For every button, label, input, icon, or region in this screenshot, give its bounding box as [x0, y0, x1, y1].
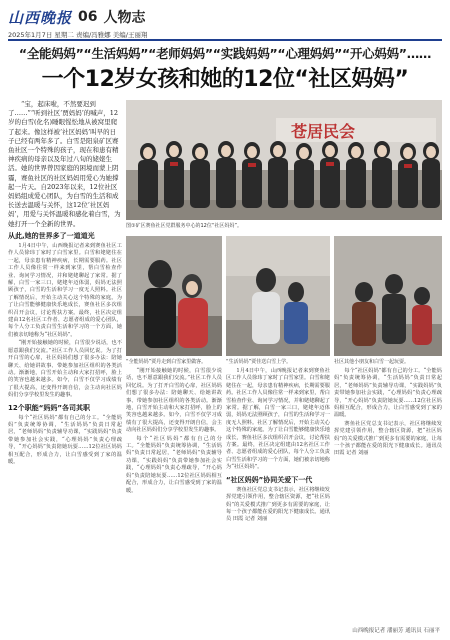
caption-school: “生活妈妈”贾佳送白雪上学。	[226, 359, 292, 365]
lead-paragraph	[8, 100, 122, 228]
column-1	[8, 228, 122, 630]
group-photo	[126, 100, 442, 220]
section-heading-2: 12个职能“妈妈”各司其职	[8, 403, 90, 412]
body-text-1: 1月4日中午，山西晚报记者来到赛鱼社区工作人员徐玮丁家时了白雪家里。白雪和姥姥住在一起，母亲患有精神疾病，长期需要服药。社区工作人员像往常一样来到家里，帮白雪检查作业、询问学习情况，并和姥姥聊起了家常。据了解，白雪一家三口，姥姥年迈体弱，妈妈无法照顾孩子，白雪的生活和学习一度无人照料。社区了解情况后，开始主动关心这个特殊的家庭。为了让白雪能够健康快乐地成长，赛鱼社区多次组织召开会议，讨论帮扶方案。最终，社区决定组建由12名社区工作者、志愿者组成的爱心团队，每个人分工负责白雪生活和学习的一个方面，她们被亲切地称为“社区妈妈”。	[8, 243, 122, 338]
subheadline: “全能妈妈”“生活妈妈”“老师妈妈”“实践妈妈”“心理妈妈”“开心妈妈”……	[18, 46, 432, 61]
body-text-3: 每个“社区妈妈”都有自己的分工。“全能妈妈”负责统筹协调，“生活妈妈”负责日常起居，“老师妈妈”负责辅导功课，“实践妈妈”负责带她参加社会实践，“心理妈妈”负责心理疏导，“开心妈妈”负责陪她玩耍……12位社区妈妈相互配合，形成合力，让白雪感受到了家的温暖。	[8, 414, 122, 465]
body-text-2: “刚开始接触她的时候，白雪很少说话，也不愿意跟我们交流。”社区工作人员回忆说。为了打开白雪的心扉，社区妈妈们想了很多办法：陪她聊天、给她讲故事、带她参加社区组织的各类活动。渐渐地，白雪开始主动和大家打招呼，脸上的笑容也越来越多。如今，白雪不仅学习成绩有了很大提高，还变得开朗自信，会主动向社区妈妈们分享学校里发生的趣事。	[8, 340, 122, 399]
caption-group-photo: 图①矿区赛鱼社区党群服务中心的12位“社区妈妈”。	[126, 223, 243, 229]
page-number: 06	[78, 9, 98, 25]
masthead	[8, 6, 442, 28]
photo-school-image	[226, 236, 330, 356]
photo-school	[226, 236, 330, 356]
newspaper-logo: 山西晚报	[8, 8, 73, 27]
photo-playing	[334, 236, 442, 356]
section-heading-3: “社区妈妈”协同关爱下一代	[226, 475, 313, 484]
body-text-c2b: 每个“社区妈妈”都有自己的分工。“全能妈妈”负责统筹协调，“生活妈妈”负责日常起居，“老师妈妈”负责辅导功课，“实践妈妈”负责带她参加社会实践，“心理妈妈”负责心理疏导，“开心妈妈”负责陪她玩耍……12位社区妈妈相互配合，形成合力，让白雪感受到了家的温暖。	[126, 435, 222, 494]
body-text-c3a: 1月4日中午，山西晚报记者来到赛鱼社区工作人员徐玮丁家时了白雪家里。白雪和姥姥住在一起，母亲患有精神疾病，长期需要服药。社区工作人员像往常一样来到家里，帮白雪检查作业、询问学习情况，并和姥姥聊起了家常。据了解，白雪一家三口，姥姥年迈体弱，妈妈无法照顾孩子，白雪的生活和学习一度无人照料。社区了解情况后，开始主动关心这个特殊的家庭。为了让白雪能够健康快乐地成长，赛鱼社区多次组织召开会议，讨论帮扶方案。最终，社区决定组建由12名社区工作者、志愿者组成的爱心团队，每个人分工负责白雪生活和学习的一个方面，她们被亲切地称为“社区妈妈”。	[226, 368, 330, 471]
headline: 一个12岁女孩和她的12位“社区妈妈”	[41, 67, 409, 92]
byline-footer: 山西晚报记者 潘丽芳 通讯员 石丽平	[352, 628, 440, 634]
section-heading-1: 从此,她的世界多了一道道光	[8, 232, 95, 240]
masthead-rule	[8, 39, 442, 41]
column-2	[126, 368, 222, 626]
group-photo-image	[126, 100, 442, 220]
body-text-c4b: 赛鱼社区党总支书记表示，社区将继续发挥党建引领作用，整合辖区资源，把“社区妈妈”的关爱模式推广到更多有需要的家庭，让每一个孩子都能在爱的阳光下健康成长。通讯员 田霞 记者 刘丽	[334, 420, 442, 457]
photo-home-visit	[126, 236, 222, 356]
svg-text:苍居民会: 苍居民会	[291, 122, 356, 141]
photo-playing-image	[334, 236, 442, 356]
body-text-c4a: 每个“社区妈妈”都有自己的分工。“全能妈妈”负责统筹协调，“生活妈妈”负责日常起居，“老师妈妈”负责辅导功课，“实践妈妈”负责带她参加社会实践，“心理妈妈”负责心理疏导，“开心妈妈”负责陪她玩耍……12位社区妈妈相互配合，形成合力，让白雪感受到了家的温暖。	[334, 368, 442, 419]
photo-home-visit-image	[126, 236, 222, 356]
caption-home-visit: “全能妈妈”贾丹走到白雪家里做客。	[126, 359, 207, 365]
column-4	[334, 368, 442, 618]
caption-playing: 社区其他小朋友和白雪一起玩耍。	[334, 359, 410, 365]
lead-text: “宝，起床啦，不然要迟到了……”“听到社区‘贾妈妈’的喊声，12岁的白雪(化名)睡眼惺忪地从被窝里爬了起来。像这样被‘社区妈妈’叫早的日子已经有两年多了。白雪是阳泉矿区赛鱼社区一个特殊的孩子，现在和患有精神疾病的母亲以及年过八旬的姥姥生活。她的世界曾因家庭的困境而蒙上阴霾，赛鱼社区的社区妈妈用爱心为她撑起一片天。自2023年以来，12位社区妈妈组成爱心团队，为白雪的生活和成长送去温暖与关怀，这12位‘社区妈妈’，用爱与关怀温暖和感化着白雪，为她打开一个全新的世界。	[8, 100, 121, 228]
dateline: 2025年1月7日 星期二 责编/冯雅娜 美编/王丽翔	[8, 31, 148, 39]
section-title: 人物志	[103, 10, 146, 26]
column-3	[226, 368, 330, 626]
body-text-c3b: 赛鱼社区党总支书记表示，社区将继续发挥党建引领作用，整合辖区资源，把“社区妈妈”的关爱模式推广到更多有需要的家庭，让每一个孩子都能在爱的阳光下健康成长。通讯员 田霞 记者 刘丽	[226, 486, 330, 523]
body-text-c2a: “刚开始接触她的时候，白雪很少说话，也不愿意跟我们交流。”社区工作人员回忆说。为了打开白雪的心扉，社区妈妈们想了很多办法：陪她聊天、给她讲故事、带她参加社区组织的各类活动。渐渐地，白雪开始主动和大家打招呼，脸上的笑容也越来越多。如今，白雪不仅学习成绩有了很大提高，还变得开朗自信，会主动向社区妈妈们分享学校里发生的趣事。	[126, 368, 222, 434]
